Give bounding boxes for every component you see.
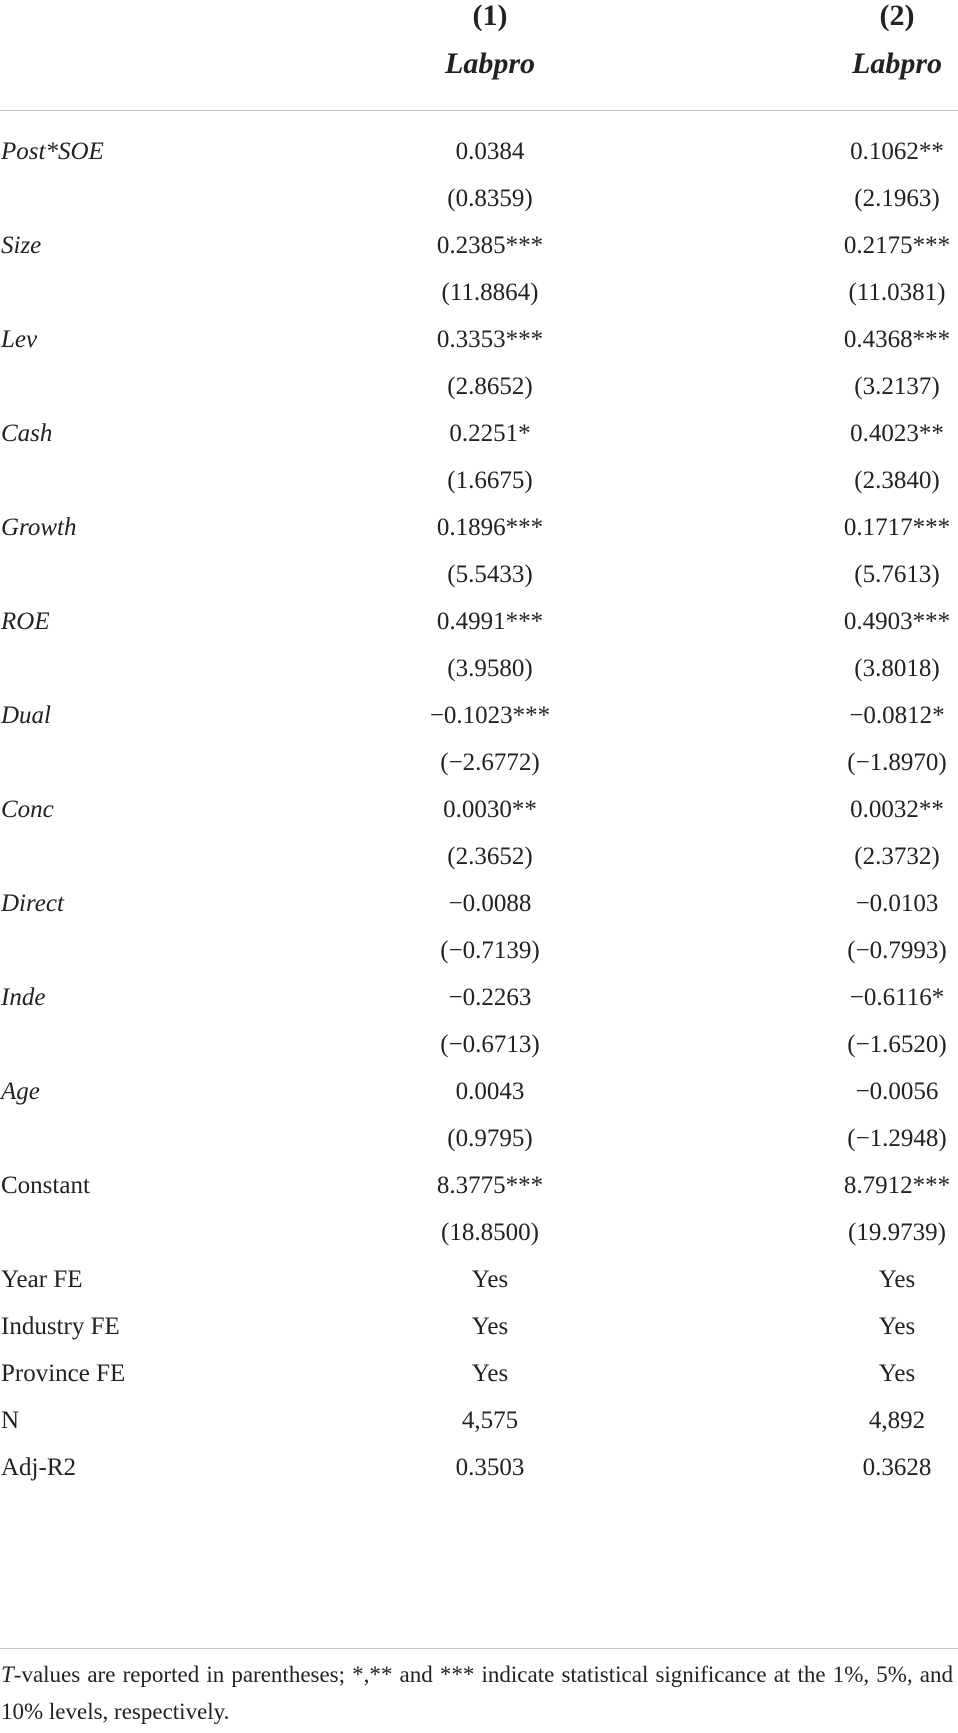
cell-col-1: (18.8500) bbox=[441, 1219, 539, 1246]
cell-col-2: 0.4023** bbox=[850, 420, 944, 447]
table-row bbox=[0, 880, 958, 927]
cell-col-2: (−1.2948) bbox=[847, 1125, 947, 1152]
cell-col-2: (3.8018) bbox=[854, 655, 940, 682]
table-row bbox=[0, 1162, 958, 1209]
cell-col-1: (−0.6713) bbox=[440, 1031, 540, 1058]
cell-col-1: Yes bbox=[471, 1266, 509, 1293]
cell-col-2: (19.9739) bbox=[848, 1219, 946, 1246]
cell-col-2: 4,892 bbox=[868, 1407, 926, 1434]
cell-col-1: −0.2263 bbox=[448, 984, 532, 1011]
bottom-rule bbox=[0, 1648, 958, 1649]
row-label: ROE bbox=[1, 608, 50, 635]
cell-col-1: 4,575 bbox=[461, 1407, 519, 1434]
cell-col-1: 0.3503 bbox=[455, 1454, 525, 1481]
cell-col-2: 8.7912*** bbox=[843, 1172, 951, 1199]
column-header-2 bbox=[797, 0, 958, 88]
cell-col-1: (0.9795) bbox=[447, 1125, 533, 1152]
column-1-label: Labpro bbox=[445, 47, 535, 80]
table-row bbox=[0, 786, 958, 833]
cell-col-2: 0.4368*** bbox=[843, 326, 951, 353]
row-label: Age bbox=[1, 1078, 40, 1105]
cell-col-1: −0.0088 bbox=[448, 890, 532, 917]
cell-col-2: (11.0381) bbox=[848, 279, 946, 306]
table-row bbox=[0, 175, 958, 222]
table-row bbox=[0, 363, 958, 410]
row-label: Industry FE bbox=[1, 1313, 120, 1340]
cell-col-1: 0.4991*** bbox=[436, 608, 544, 635]
table-row bbox=[0, 1068, 958, 1115]
cell-col-2: 0.0032** bbox=[850, 796, 944, 823]
table-header bbox=[0, 0, 958, 111]
cell-col-1: (11.8864) bbox=[441, 279, 539, 306]
cell-col-2: 0.1062** bbox=[850, 138, 944, 165]
cell-col-2: 0.1717*** bbox=[843, 514, 951, 541]
row-label: Size bbox=[1, 232, 42, 259]
row-label: Conc bbox=[1, 796, 54, 823]
column-2-number: (2) bbox=[879, 0, 915, 32]
table-row bbox=[0, 739, 958, 786]
cell-col-2: −0.0056 bbox=[855, 1078, 939, 1105]
table-row bbox=[0, 645, 958, 692]
cell-col-1: (−2.6772) bbox=[440, 749, 540, 776]
cell-col-2: (−1.8970) bbox=[847, 749, 947, 776]
cell-col-2: (2.1963) bbox=[854, 185, 940, 212]
table-row bbox=[0, 927, 958, 974]
cell-col-1: (0.8359) bbox=[447, 185, 533, 212]
table-row bbox=[0, 974, 958, 1021]
table-row bbox=[0, 833, 958, 880]
table-row bbox=[0, 1256, 958, 1303]
row-label: Post*SOE bbox=[1, 138, 104, 165]
table-row bbox=[0, 1397, 958, 1444]
cell-col-1: (2.8652) bbox=[447, 373, 533, 400]
table-row bbox=[0, 504, 958, 551]
cell-col-1: 0.0030** bbox=[443, 796, 537, 823]
table-row bbox=[0, 598, 958, 645]
cell-col-2: −0.6116* bbox=[849, 984, 945, 1011]
cell-col-2: −0.0103 bbox=[855, 890, 939, 917]
cell-col-1: 0.3353*** bbox=[436, 326, 544, 353]
cell-col-1: 0.2385*** bbox=[436, 232, 544, 259]
cell-col-1: −0.1023*** bbox=[429, 702, 551, 729]
row-label: Dual bbox=[1, 702, 51, 729]
cell-col-2: −0.0812* bbox=[849, 702, 945, 729]
row-label: Growth bbox=[1, 514, 77, 541]
table-row bbox=[0, 1350, 958, 1397]
footnote-text: -values are reported in parentheses; *,** and *** indicate statistical significance at the 1%, 5%, and 10% levels, respectively. bbox=[1, 1662, 953, 1724]
table-row bbox=[0, 457, 958, 504]
table-row bbox=[0, 1115, 958, 1162]
row-label: Inde bbox=[1, 984, 46, 1011]
column-header-1 bbox=[390, 0, 590, 88]
cell-col-1: (3.9580) bbox=[447, 655, 533, 682]
cell-col-2: (2.3732) bbox=[854, 843, 940, 870]
row-label: Constant bbox=[1, 1172, 90, 1199]
cell-col-1: Yes bbox=[471, 1360, 509, 1387]
cell-col-2: (5.7613) bbox=[854, 561, 940, 588]
cell-col-2: (−0.7993) bbox=[847, 937, 947, 964]
row-label: Province FE bbox=[1, 1360, 126, 1387]
cell-col-1: (−0.7139) bbox=[440, 937, 540, 964]
cell-col-1: (5.5433) bbox=[447, 561, 533, 588]
row-label: N bbox=[1, 1407, 20, 1434]
cell-col-2: Yes bbox=[878, 1313, 916, 1340]
cell-col-2: 0.3628 bbox=[862, 1454, 932, 1481]
table-row bbox=[0, 316, 958, 363]
table-row bbox=[0, 1444, 958, 1491]
table-row bbox=[0, 692, 958, 739]
row-label: Year FE bbox=[1, 1266, 83, 1293]
cell-col-1: 0.1896*** bbox=[436, 514, 544, 541]
column-2-label: Labpro bbox=[852, 47, 942, 80]
cell-col-2: 0.4903*** bbox=[843, 608, 951, 635]
table-row bbox=[0, 1021, 958, 1068]
cell-col-2: (3.2137) bbox=[854, 373, 940, 400]
cell-col-2: (2.3840) bbox=[854, 467, 940, 494]
cell-col-2: 0.2175*** bbox=[843, 232, 951, 259]
regression-table bbox=[0, 0, 958, 111]
table-footnote bbox=[1, 1656, 953, 1730]
table-body bbox=[0, 128, 958, 1491]
cell-col-1: 0.2251* bbox=[449, 420, 531, 447]
table-row bbox=[0, 222, 958, 269]
row-label: Lev bbox=[1, 326, 38, 353]
cell-col-1: 0.0043 bbox=[455, 1078, 525, 1105]
table-row bbox=[0, 1209, 958, 1256]
row-label: Cash bbox=[1, 420, 53, 447]
column-1-number: (1) bbox=[472, 0, 508, 32]
cell-col-1: Yes bbox=[471, 1313, 509, 1340]
table-row bbox=[0, 551, 958, 598]
table-row bbox=[0, 128, 958, 175]
cell-col-1: 0.0384 bbox=[455, 138, 525, 165]
table-row bbox=[0, 1303, 958, 1350]
cell-col-2: (−1.6520) bbox=[847, 1031, 947, 1058]
table-row bbox=[0, 410, 958, 457]
cell-col-2: Yes bbox=[878, 1266, 916, 1293]
cell-col-1: 8.3775*** bbox=[436, 1172, 544, 1199]
cell-col-1: (2.3652) bbox=[447, 843, 533, 870]
footnote-t-letter: T bbox=[1, 1662, 14, 1687]
table-row bbox=[0, 269, 958, 316]
cell-col-2: Yes bbox=[878, 1360, 916, 1387]
cell-col-1: (1.6675) bbox=[447, 467, 533, 494]
row-label: Adj-R2 bbox=[1, 1454, 76, 1481]
row-label: Direct bbox=[1, 890, 64, 917]
